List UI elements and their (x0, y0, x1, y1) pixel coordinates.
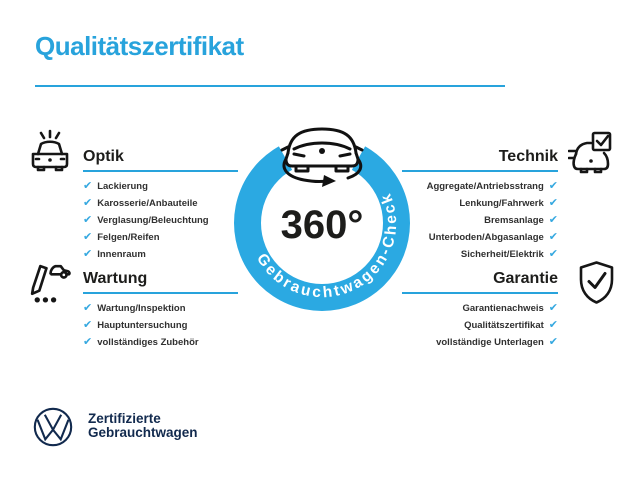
section-title-technik: Technik (498, 148, 558, 165)
brand-claim-line2: Gebrauchtwagen (88, 424, 198, 440)
brand-claim-line1: Zertifizierte (88, 411, 161, 426)
checklist-optik (83, 178, 209, 263)
list-item (427, 195, 558, 212)
list-item (83, 212, 209, 229)
list-item-label: Lackierung (97, 181, 148, 192)
car-checkbox-icon (568, 130, 613, 175)
checklist-technik (427, 178, 558, 263)
check-icon: ✔ (83, 336, 93, 348)
list-item (83, 334, 199, 351)
check-icon: ✔ (83, 319, 93, 331)
list-item (427, 229, 558, 246)
section-underline-garantie (402, 292, 558, 294)
check-icon: ✔ (548, 319, 558, 331)
list-item-label: Qualitätszertifikat (464, 320, 544, 331)
list-item-label: Sicherheit/Elektrik (460, 249, 544, 260)
service-note-icon (26, 258, 72, 305)
list-item (83, 178, 209, 195)
list-item-label: Unterboden/Abgasanlage (428, 232, 544, 243)
list-item (427, 212, 558, 229)
list-item (436, 300, 558, 317)
list-item (83, 317, 199, 334)
check-icon: ✔ (548, 231, 558, 243)
page-title: Qualitätszertifikat (35, 31, 244, 61)
check-icon: ✔ (83, 180, 93, 192)
list-item (427, 178, 558, 195)
check-icon: ✔ (83, 214, 93, 226)
list-item (436, 334, 558, 351)
ring-label: Gebrauchtwagen-Check (253, 189, 401, 302)
list-item-label: Aggregate/Antriebsstrang (426, 181, 544, 192)
list-item-label: Bremsanlage (484, 215, 544, 226)
list-item-label: Karosserie/Anbauteile (97, 198, 198, 209)
check-icon: ✔ (83, 231, 93, 243)
list-item (83, 300, 199, 317)
section-underline-wartung (83, 292, 238, 294)
checklist-garantie (436, 300, 558, 351)
check-icon: ✔ (548, 180, 558, 192)
shield-check-icon (578, 260, 615, 305)
check-icon: ✔ (548, 302, 558, 314)
list-item (83, 229, 209, 246)
check-icon: ✔ (548, 214, 558, 226)
list-item-label: vollständiges Zubehör (97, 337, 199, 348)
section-title-optik: Optik (83, 148, 124, 165)
list-item (83, 246, 209, 263)
check-icon: ✔ (548, 336, 558, 348)
check-icon: ✔ (548, 197, 558, 209)
list-item-label: Felgen/Reifen (97, 232, 160, 243)
section-title-garantie: Garantie (493, 270, 558, 287)
section-title-wartung: Wartung (83, 270, 148, 287)
list-item-label: vollständige Unterlagen (436, 337, 544, 348)
car-shine-icon (28, 128, 72, 172)
list-item (83, 195, 209, 212)
list-item-label: Innenraum (97, 249, 146, 260)
list-item-label: Wartung/Inspektion (97, 303, 186, 314)
vw-logo (33, 407, 73, 447)
360-check-badge (225, 111, 419, 315)
list-item-label: Hauptuntersuchung (97, 320, 188, 331)
section-underline-optik (83, 170, 238, 172)
title-divider (35, 85, 505, 87)
list-item (427, 246, 558, 263)
degree-label: 360° (280, 203, 364, 247)
check-icon: ✔ (83, 248, 93, 260)
list-item-label: Verglasung/Beleuchtung (97, 215, 209, 226)
check-icon: ✔ (548, 248, 558, 260)
list-item (436, 317, 558, 334)
list-item-label: Garantienachweis (462, 303, 544, 314)
list-item-label: Lenkung/Fahrwerk (459, 198, 544, 209)
brand-claim (88, 412, 198, 439)
check-icon: ✔ (83, 302, 93, 314)
check-icon: ✔ (83, 197, 93, 209)
section-underline-technik (402, 170, 558, 172)
checklist-wartung (83, 300, 199, 351)
